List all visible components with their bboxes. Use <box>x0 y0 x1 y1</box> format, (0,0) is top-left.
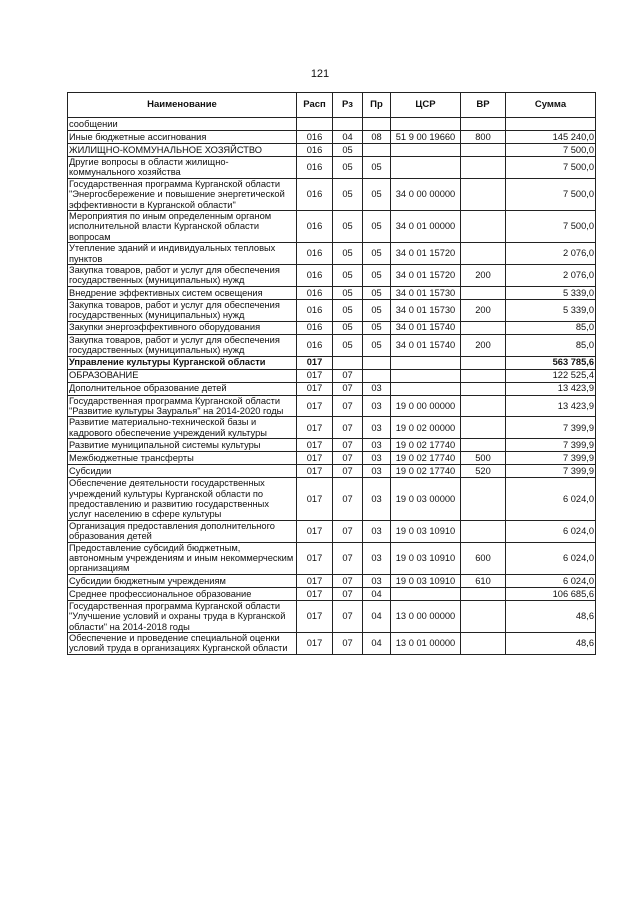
cell-rasp: 016 <box>297 157 333 179</box>
cell-name: Межбюджетные трансферты <box>68 452 297 465</box>
cell-pr: 05 <box>363 334 391 356</box>
cell-sum: 106 685,6 <box>506 587 596 600</box>
cell-pr: 05 <box>363 211 391 243</box>
cell-rz: 07 <box>333 465 363 478</box>
table-row <box>68 144 596 157</box>
cell-pr <box>363 356 391 369</box>
cell-rasp: 016 <box>297 286 333 299</box>
cell-vr: 800 <box>461 131 506 144</box>
cell-vr <box>461 157 506 179</box>
table-row <box>68 587 596 600</box>
cell-sum: 48,6 <box>506 600 596 632</box>
cell-pr: 05 <box>363 243 391 265</box>
cell-vr <box>461 211 506 243</box>
cell-csr: 19 0 02 17740 <box>391 452 461 465</box>
cell-vr: 200 <box>461 334 506 356</box>
cell-rz: 05 <box>333 334 363 356</box>
cell-sum: 7 399,9 <box>506 465 596 478</box>
cell-name: Дополнительное образование детей <box>68 382 297 395</box>
cell-vr <box>461 356 506 369</box>
cell-pr: 05 <box>363 178 391 210</box>
cell-name: Закупки энергоэффективного оборудования <box>68 321 297 334</box>
cell-rz: 04 <box>333 131 363 144</box>
cell-name: Утепление зданий и индивидуальных тепловых пунктов <box>68 243 297 265</box>
cell-pr: 03 <box>363 439 391 452</box>
cell-rz: 05 <box>333 299 363 321</box>
cell-sum: 122 525,4 <box>506 369 596 382</box>
cell-vr: 600 <box>461 542 506 574</box>
cell-rz: 07 <box>333 395 363 417</box>
cell-name: Государственная программа Курганской области "Улучшение условий и охраны труда в Курганской области" на 2014-2018 годы <box>68 600 297 632</box>
cell-sum: 6 024,0 <box>506 574 596 587</box>
cell-csr: 19 0 03 10910 <box>391 542 461 574</box>
cell-name: Субсидии <box>68 465 297 478</box>
cell-vr <box>461 178 506 210</box>
cell-vr: 520 <box>461 465 506 478</box>
cell-sum: 85,0 <box>506 334 596 356</box>
cell-csr: 13 0 00 00000 <box>391 600 461 632</box>
cell-vr <box>461 369 506 382</box>
cell-sum: 6 024,0 <box>506 478 596 521</box>
cell-vr <box>461 321 506 334</box>
cell-sum: 7 500,0 <box>506 211 596 243</box>
cell-rasp: 016 <box>297 144 333 157</box>
table-row <box>68 574 596 587</box>
cell-rasp: 017 <box>297 465 333 478</box>
cell-rz: 07 <box>333 452 363 465</box>
cell-name: Обеспечение деятельности государственных учреждений культуры Курганской области по предоставлению и развитию государственных услуг населению в сфере культуры <box>68 478 297 521</box>
header-rz: Рз <box>333 93 363 118</box>
cell-rasp: 017 <box>297 356 333 369</box>
cell-rz: 05 <box>333 286 363 299</box>
cell-vr <box>461 439 506 452</box>
cell-csr: 34 0 01 15730 <box>391 299 461 321</box>
table-row <box>68 157 596 179</box>
table-row <box>68 465 596 478</box>
cell-csr <box>391 356 461 369</box>
cell-rasp: 017 <box>297 587 333 600</box>
cell-csr: 19 0 00 00000 <box>391 395 461 417</box>
cell-name: Предоставление субсидий бюджетным, автономным учреждениям и иным некоммерческим организациям <box>68 542 297 574</box>
cell-pr: 03 <box>363 520 391 542</box>
cell-csr: 19 0 03 10910 <box>391 574 461 587</box>
cell-vr <box>461 417 506 439</box>
cell-name: Закупка товаров, работ и услуг для обеспечения государственных (муниципальных) нужд <box>68 265 297 287</box>
cell-rz: 07 <box>333 542 363 574</box>
table-row <box>68 382 596 395</box>
cell-pr: 05 <box>363 321 391 334</box>
cell-pr: 03 <box>363 478 391 521</box>
cell-csr <box>391 144 461 157</box>
cell-vr <box>461 118 506 131</box>
cell-pr: 04 <box>363 633 391 655</box>
cell-rz: 05 <box>333 144 363 157</box>
cell-name: Закупка товаров, работ и услуг для обеспечения государственных (муниципальных) нужд <box>68 299 297 321</box>
cell-rasp: 016 <box>297 299 333 321</box>
cell-rasp: 016 <box>297 243 333 265</box>
cell-pr: 05 <box>363 157 391 179</box>
cell-pr: 08 <box>363 131 391 144</box>
cell-csr: 19 0 03 10910 <box>391 520 461 542</box>
cell-csr: 34 0 01 00000 <box>391 211 461 243</box>
cell-name: Государственная программа Курганской области "Энергосбережение и повышение энергетической эффективности в Курганской области" <box>68 178 297 210</box>
cell-rasp: 016 <box>297 131 333 144</box>
cell-sum: 7 399,9 <box>506 452 596 465</box>
cell-pr: 05 <box>363 299 391 321</box>
cell-name: ОБРАЗОВАНИЕ <box>68 369 297 382</box>
cell-csr: 34 0 01 15740 <box>391 334 461 356</box>
cell-name: сообщении <box>68 118 297 131</box>
cell-csr: 19 0 02 17740 <box>391 465 461 478</box>
cell-vr <box>461 286 506 299</box>
cell-sum: 145 240,0 <box>506 131 596 144</box>
header-pr: Пр <box>363 93 391 118</box>
header-csr: ЦСР <box>391 93 461 118</box>
cell-rz: 05 <box>333 243 363 265</box>
cell-rasp: 016 <box>297 334 333 356</box>
cell-sum: 7 399,9 <box>506 439 596 452</box>
header-sum: Сумма <box>506 93 596 118</box>
table-row <box>68 321 596 334</box>
cell-rasp <box>297 118 333 131</box>
table-header-row <box>68 93 596 118</box>
cell-sum: 6 024,0 <box>506 542 596 574</box>
cell-sum: 2 076,0 <box>506 265 596 287</box>
cell-rasp: 016 <box>297 265 333 287</box>
cell-rasp: 017 <box>297 395 333 417</box>
cell-rz: 07 <box>333 600 363 632</box>
cell-name: Мероприятия по иным определенным органом исполнительной власти Курганской области вопросам <box>68 211 297 243</box>
cell-csr <box>391 587 461 600</box>
cell-vr <box>461 587 506 600</box>
cell-vr: 610 <box>461 574 506 587</box>
cell-rz <box>333 118 363 131</box>
cell-rasp: 017 <box>297 417 333 439</box>
table-row <box>68 334 596 356</box>
cell-pr <box>363 369 391 382</box>
cell-rz <box>333 356 363 369</box>
cell-name: Развитие материально-технической базы и кадрового обеспечение учреждений культуры <box>68 417 297 439</box>
cell-name: Иные бюджетные ассигнования <box>68 131 297 144</box>
table-row <box>68 178 596 210</box>
cell-name: Обеспечение и проведение специальной оценки условий труда в организациях Курганской области <box>68 633 297 655</box>
cell-rasp: 017 <box>297 478 333 521</box>
cell-csr: 34 0 01 15720 <box>391 243 461 265</box>
cell-pr <box>363 144 391 157</box>
table-row <box>68 265 596 287</box>
header-name: Наименование <box>68 93 297 118</box>
cell-csr: 34 0 01 15740 <box>391 321 461 334</box>
table-row <box>68 286 596 299</box>
table-row <box>68 633 596 655</box>
cell-rasp: 017 <box>297 600 333 632</box>
cell-sum: 5 339,0 <box>506 286 596 299</box>
cell-pr: 03 <box>363 382 391 395</box>
cell-csr: 19 0 02 00000 <box>391 417 461 439</box>
cell-csr: 13 0 01 00000 <box>391 633 461 655</box>
cell-sum: 13 423,9 <box>506 382 596 395</box>
table-row <box>68 600 596 632</box>
cell-pr: 03 <box>363 542 391 574</box>
header-vr: ВР <box>461 93 506 118</box>
cell-sum: 6 024,0 <box>506 520 596 542</box>
cell-rz: 07 <box>333 478 363 521</box>
cell-rz: 07 <box>333 439 363 452</box>
cell-rasp: 017 <box>297 439 333 452</box>
cell-rasp: 016 <box>297 211 333 243</box>
cell-csr: 51 9 00 19660 <box>391 131 461 144</box>
cell-pr: 04 <box>363 587 391 600</box>
table-row <box>68 417 596 439</box>
cell-sum: 7 399,9 <box>506 417 596 439</box>
cell-csr: 34 0 00 00000 <box>391 178 461 210</box>
cell-pr: 03 <box>363 395 391 417</box>
cell-name: Закупка товаров, работ и услуг для обеспечения государственных (муниципальных) нужд <box>68 334 297 356</box>
cell-rasp: 017 <box>297 542 333 574</box>
cell-sum: 7 500,0 <box>506 178 596 210</box>
cell-vr <box>461 633 506 655</box>
table-row <box>68 211 596 243</box>
cell-vr <box>461 243 506 265</box>
cell-sum <box>506 118 596 131</box>
table-row <box>68 243 596 265</box>
cell-rasp: 017 <box>297 452 333 465</box>
cell-csr <box>391 369 461 382</box>
cell-name: ЖИЛИЩНО-КОММУНАЛЬНОЕ ХОЗЯЙСТВО <box>68 144 297 157</box>
cell-pr: 03 <box>363 465 391 478</box>
table-row <box>68 356 596 369</box>
table-row <box>68 452 596 465</box>
cell-rz: 05 <box>333 178 363 210</box>
cell-rz: 07 <box>333 417 363 439</box>
cell-pr: 05 <box>363 286 391 299</box>
cell-sum: 563 785,6 <box>506 356 596 369</box>
cell-pr: 03 <box>363 417 391 439</box>
cell-rz: 07 <box>333 369 363 382</box>
cell-csr: 19 0 03 00000 <box>391 478 461 521</box>
table-row <box>68 369 596 382</box>
cell-sum: 85,0 <box>506 321 596 334</box>
cell-name: Другие вопросы в области жилищно-коммунального хозяйства <box>68 157 297 179</box>
cell-rasp: 017 <box>297 520 333 542</box>
cell-vr: 200 <box>461 299 506 321</box>
cell-vr <box>461 395 506 417</box>
table-row <box>68 478 596 521</box>
cell-sum: 2 076,0 <box>506 243 596 265</box>
cell-rz: 07 <box>333 520 363 542</box>
cell-name: Субсидии бюджетным учреждениям <box>68 574 297 587</box>
cell-rasp: 016 <box>297 178 333 210</box>
cell-name: Развитие муниципальной системы культуры <box>68 439 297 452</box>
cell-name: Государственная программа Курганской области "Развитие культуры Зауралья" на 2014-2020 годы <box>68 395 297 417</box>
table-row <box>68 299 596 321</box>
table-row <box>68 395 596 417</box>
cell-pr: 05 <box>363 265 391 287</box>
cell-csr <box>391 118 461 131</box>
cell-name: Управление культуры Курганской области <box>68 356 297 369</box>
cell-name: Среднее профессиональное образование <box>68 587 297 600</box>
cell-sum: 48,6 <box>506 633 596 655</box>
cell-vr <box>461 382 506 395</box>
table-row <box>68 520 596 542</box>
cell-sum: 7 500,0 <box>506 144 596 157</box>
cell-csr <box>391 382 461 395</box>
cell-name: Внедрение эффективных систем освещения <box>68 286 297 299</box>
header-rasp: Расп <box>297 93 333 118</box>
cell-rz: 05 <box>333 265 363 287</box>
table-row <box>68 131 596 144</box>
cell-csr: 19 0 02 17740 <box>391 439 461 452</box>
cell-rz: 05 <box>333 321 363 334</box>
table-row <box>68 542 596 574</box>
cell-csr <box>391 157 461 179</box>
cell-rz: 07 <box>333 382 363 395</box>
cell-pr <box>363 118 391 131</box>
cell-rz: 05 <box>333 211 363 243</box>
page-number: 121 <box>310 68 330 80</box>
cell-rz: 07 <box>333 633 363 655</box>
cell-csr: 34 0 01 15720 <box>391 265 461 287</box>
cell-pr: 04 <box>363 600 391 632</box>
cell-vr: 500 <box>461 452 506 465</box>
cell-rasp: 017 <box>297 633 333 655</box>
cell-rasp: 016 <box>297 321 333 334</box>
table-body <box>68 118 596 655</box>
cell-rz: 07 <box>333 587 363 600</box>
cell-rasp: 017 <box>297 574 333 587</box>
cell-rz: 05 <box>333 157 363 179</box>
cell-sum: 5 339,0 <box>506 299 596 321</box>
cell-vr <box>461 520 506 542</box>
cell-sum: 13 423,9 <box>506 395 596 417</box>
cell-name: Организация предоставления дополнительного образования детей <box>68 520 297 542</box>
cell-vr <box>461 144 506 157</box>
cell-pr: 03 <box>363 452 391 465</box>
cell-vr: 200 <box>461 265 506 287</box>
table-row <box>68 118 596 131</box>
cell-csr: 34 0 01 15730 <box>391 286 461 299</box>
cell-rasp: 017 <box>297 369 333 382</box>
cell-vr <box>461 478 506 521</box>
cell-sum: 7 500,0 <box>506 157 596 179</box>
cell-rz: 07 <box>333 574 363 587</box>
cell-vr <box>461 600 506 632</box>
table-row <box>68 439 596 452</box>
budget-table <box>67 92 596 655</box>
cell-pr: 03 <box>363 574 391 587</box>
cell-rasp: 017 <box>297 382 333 395</box>
